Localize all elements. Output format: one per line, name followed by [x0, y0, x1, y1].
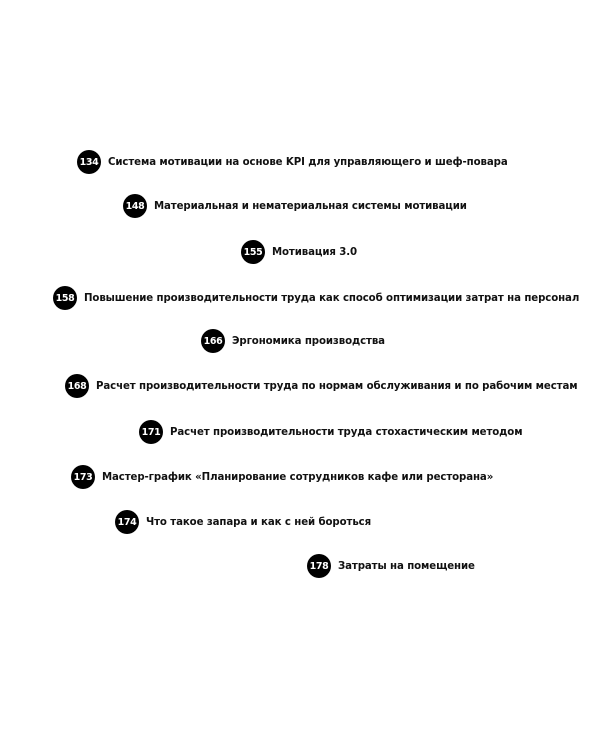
- toc-entry-title: Мастер-график «Планирование сотрудников кафе или ресторана»: [102, 471, 494, 483]
- page-number-badge: 148: [123, 194, 147, 218]
- page-number-badge: 155: [241, 240, 265, 264]
- toc-entry[interactable]: [201, 329, 385, 353]
- toc-entry[interactable]: [71, 465, 493, 489]
- toc-entry-title: Повышение производительности труда как способ оптимизации затрат на персонал: [84, 292, 580, 304]
- toc-entry-title: Мотивация 3.0: [272, 246, 358, 258]
- toc-entry[interactable]: [241, 240, 357, 264]
- toc-entry[interactable]: [139, 420, 522, 444]
- page-number-badge: 168: [65, 374, 89, 398]
- toc-entry[interactable]: [123, 194, 467, 218]
- toc-entry-title: Расчет производительности труда стохастическим методом: [170, 426, 523, 438]
- toc-entry-title: Затраты на помещение: [338, 560, 475, 572]
- toc-entry-title: Что такое запара и как с ней бороться: [146, 516, 372, 528]
- page-number-badge: 166: [201, 329, 225, 353]
- toc-entry[interactable]: [307, 554, 475, 578]
- page-number-badge: 134: [77, 150, 101, 174]
- toc-entry-title: Расчет производительности труда по нормам обслуживания и по рабочим местам: [96, 380, 578, 392]
- toc-entry-title: Система мотивации на основе KPI для управляющего и шеф-повара: [108, 156, 508, 168]
- toc-entry[interactable]: [53, 286, 579, 310]
- toc-entry-title: Эргономика производства: [232, 335, 385, 347]
- page-number-badge: 171: [139, 420, 163, 444]
- page-number-badge: 158: [53, 286, 77, 310]
- page-number-badge: 173: [71, 465, 95, 489]
- toc-entry[interactable]: [77, 150, 508, 174]
- toc-entry[interactable]: [115, 510, 371, 534]
- page-number-badge: 178: [307, 554, 331, 578]
- toc-entry[interactable]: [65, 374, 577, 398]
- page-number-badge: 174: [115, 510, 139, 534]
- toc-entry-title: Материальная и нематериальная системы мотивации: [154, 200, 467, 212]
